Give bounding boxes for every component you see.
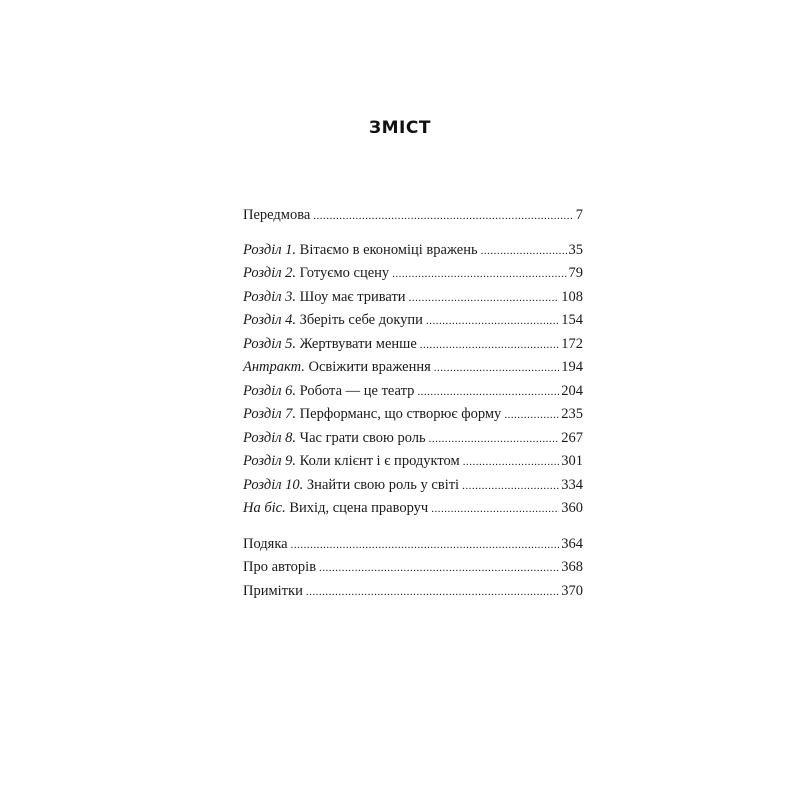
toc-entry: [243, 474, 583, 498]
toc-page-number: 7: [575, 207, 583, 223]
toc-entry-title: Робота — це театр: [299, 382, 415, 399]
toc-front-matter: [243, 204, 583, 228]
dot-leader: [313, 205, 573, 229]
toc-entry-label: [243, 239, 478, 263]
toc-entry-title: Вітаємо в економіці вражень: [299, 241, 478, 258]
toc-page-number: 364: [561, 535, 583, 552]
table-of-contents: [243, 204, 583, 603]
toc-chapter-number: На біс.: [243, 500, 286, 516]
toc-entry: [243, 556, 583, 580]
toc-entry: [243, 380, 583, 404]
toc-entry-label: [243, 286, 406, 310]
dot-leader: [429, 428, 560, 452]
toc-page-number: 267: [561, 429, 583, 446]
dot-leader: [319, 557, 559, 581]
toc-entry-title: Коли клієнт і є продуктом: [299, 453, 460, 469]
dot-leader: [417, 381, 559, 405]
toc-entry-title: Знайти свою роль у світі: [306, 476, 460, 493]
toc-entry: [243, 239, 583, 263]
toc-chapter-number: Розділ 7.: [243, 406, 297, 422]
toc-entry-title: Вихід, сцена праворуч: [289, 500, 429, 516]
toc-entry-label: [243, 262, 389, 286]
toc-chapter-number: Розділ 3.: [243, 288, 297, 305]
toc-entry: [243, 333, 583, 357]
toc-entry-title: Освіжити враження: [308, 359, 431, 375]
dot-leader: [426, 310, 559, 334]
toc-entry-label: [243, 204, 310, 228]
dot-leader: [392, 263, 566, 287]
toc-entry-title: Передмова: [243, 207, 311, 223]
toc-chapter-number: Розділ 10.: [243, 476, 304, 493]
toc-page-number: 35: [568, 241, 583, 258]
toc-chapter-number: Розділ 5.: [243, 335, 297, 352]
toc-entry-label: [243, 427, 426, 451]
toc-entry-title: Примітки: [243, 582, 303, 599]
toc-entry: [243, 580, 583, 604]
toc-page-number: 370: [561, 582, 583, 599]
toc-entry: [243, 262, 583, 286]
toc-entry-title: Жертвувати менше: [299, 335, 417, 352]
toc-entry: [243, 286, 583, 310]
toc-chapter-number: Розділ 1.: [243, 241, 297, 258]
dot-leader: [291, 534, 560, 558]
toc-entry-label: [243, 309, 423, 333]
toc-entry-title: Про авторів: [243, 559, 317, 575]
toc-page-number: 334: [561, 476, 583, 493]
toc-page-number: 108: [561, 288, 583, 305]
toc-chapter-number: Розділ 4.: [243, 312, 297, 328]
toc-entry: [243, 204, 583, 228]
toc-entry-title: Шоу має тривати: [299, 288, 406, 305]
toc-entry-label: [243, 333, 417, 357]
toc-entry-title: Готуємо сцену: [299, 265, 390, 281]
toc-entry-label: [243, 556, 316, 580]
page-title: ЗМІСТ: [369, 118, 431, 138]
dot-leader: [462, 475, 559, 499]
toc-entry-label: [243, 356, 431, 380]
toc-chapters: [243, 239, 583, 521]
dot-leader: [409, 287, 560, 311]
dot-leader: [463, 451, 560, 475]
toc-page-number: 194: [561, 359, 583, 375]
toc-chapter-number: Розділ 2.: [243, 265, 297, 281]
dot-leader: [420, 334, 559, 358]
toc-entry: [243, 356, 583, 380]
toc-entry: [243, 309, 583, 333]
toc-chapter-number: Розділ 9.: [243, 453, 297, 469]
toc-entry: [243, 450, 583, 474]
toc-entry: [243, 533, 583, 557]
toc-entry-title: Час грати свою роль: [299, 429, 426, 446]
dot-leader: [434, 357, 559, 381]
toc-entry: [243, 403, 583, 427]
toc-back-matter: [243, 533, 583, 604]
toc-chapter-number: Антракт.: [243, 359, 305, 375]
toc-entry-label: [243, 580, 303, 604]
toc-entry-title: Подяка: [243, 535, 288, 552]
toc-page-number: 235: [561, 406, 583, 422]
dot-leader: [504, 404, 559, 428]
toc-entry-label: [243, 380, 414, 404]
toc-entry-title: Зберіть себе докупи: [299, 312, 423, 328]
toc-entry: [243, 497, 583, 521]
toc-entry-label: [243, 497, 428, 521]
dot-leader: [431, 498, 559, 522]
toc-page-number: 204: [561, 382, 583, 399]
toc-page-number: 360: [561, 500, 583, 516]
toc-entry-label: [243, 533, 288, 557]
toc-chapter-number: Розділ 6.: [243, 382, 297, 399]
toc-page-number: 172: [561, 335, 583, 352]
dot-leader: [481, 240, 567, 264]
toc-page-number: 79: [568, 265, 583, 281]
toc-page-number: 154: [561, 312, 583, 328]
toc-chapter-number: Розділ 8.: [243, 429, 297, 446]
toc-entry-label: [243, 450, 460, 474]
toc-page-number: 301: [561, 453, 583, 469]
toc-entry-label: [243, 403, 501, 427]
dot-leader: [306, 581, 559, 605]
toc-entry-title: Перформанс, що створює форму: [299, 406, 502, 422]
toc-page-number: 368: [561, 559, 583, 575]
toc-entry-label: [243, 474, 459, 498]
toc-entry: [243, 427, 583, 451]
